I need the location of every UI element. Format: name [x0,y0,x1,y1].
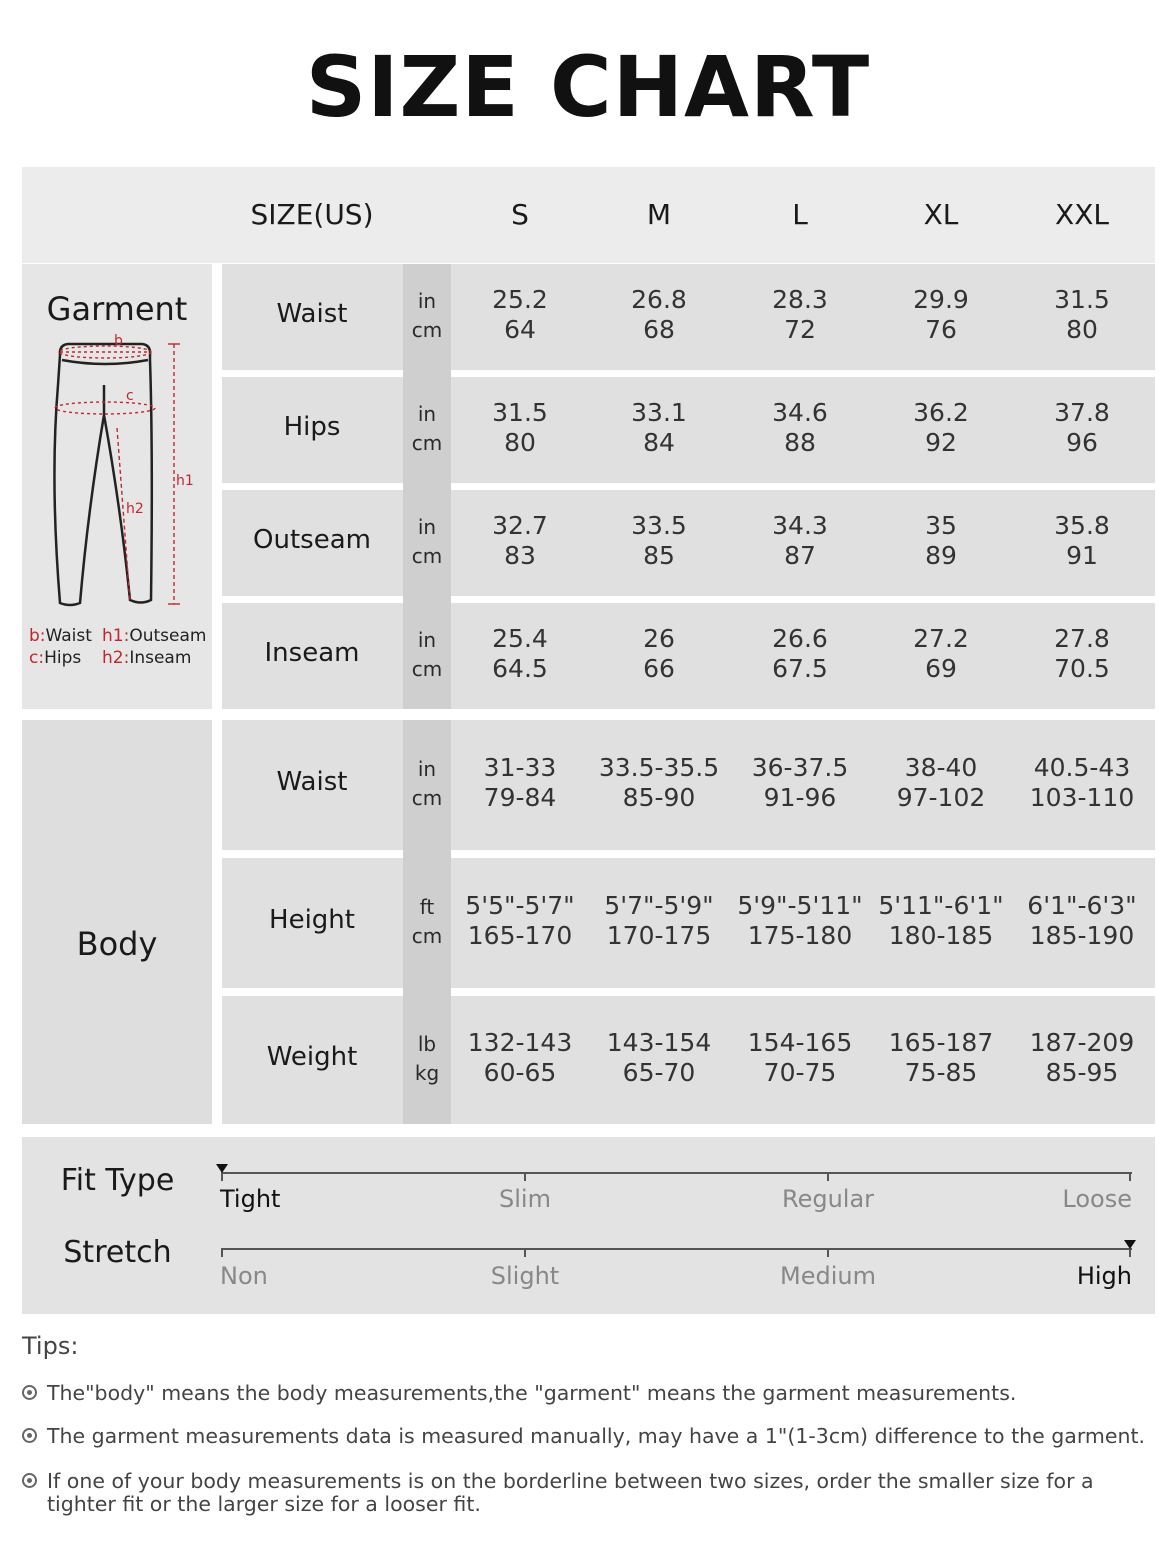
garment-value-primary: 34.3 [772,511,828,540]
body-value-primary: 38-40 [904,753,978,782]
garment-row-name: Hips [283,412,341,442]
garment-unit-primary: in [417,628,437,652]
body-value-primary: 36-37.5 [751,753,849,782]
bullet-icon [22,1473,37,1488]
body-value-secondary: 175-180 [747,921,853,950]
selected-marker-icon [216,1164,228,1173]
fit-type-scale-line [222,1172,1132,1174]
garment-value-primary: 31.5 [1054,285,1110,314]
body-unit-primary: ft [419,895,435,919]
garment-row-name: Outseam [253,525,371,555]
body-value-secondary: 65-70 [622,1058,696,1087]
garment-value-primary: 26.6 [772,624,828,653]
garment-value-secondary: 85 [643,541,675,570]
garment-value-secondary: 68 [643,315,675,344]
body-value-secondary: 70-75 [763,1058,837,1087]
fit-type-option: Tight [220,1185,281,1213]
garment-value-primary: 32.7 [492,511,548,540]
body-unit-primary: lb [417,1032,437,1056]
garment-value-secondary: 69 [925,654,957,683]
fit-type-option: Slim [499,1185,551,1213]
stretch-option: Medium [780,1262,876,1290]
diagram-label-h2: h2 [126,501,144,517]
size-xxl-header: XXL [1055,198,1109,231]
tips-heading: Tips: [22,1332,79,1360]
body-unit-primary: in [417,757,437,781]
garment-value-secondary: 64.5 [492,654,548,683]
diagram-label-h1: h1 [176,473,194,489]
scale-tick [827,1172,829,1181]
garment-value-secondary: 66 [643,654,675,683]
garment-value-primary: 33.5 [631,511,687,540]
body-value-primary: 40.5-43 [1033,753,1131,782]
garment-value-primary: 25.2 [492,285,548,314]
body-value-secondary: 91-96 [763,783,837,812]
legend-h2: h2:Inseam [102,648,192,668]
garment-value-primary: 26.8 [631,285,687,314]
body-value-primary: 6'1"-6'3" [1027,891,1137,920]
garment-unit-secondary: cm [411,431,443,455]
garment-unit-primary: in [417,289,437,313]
garment-value-secondary: 87 [784,541,816,570]
body-value-primary: 132-143 [467,1028,573,1057]
garment-value-primary: 28.3 [772,285,828,314]
body-row-name: Height [269,905,355,935]
scale-tick [827,1248,829,1257]
body-value-primary: 165-187 [888,1028,994,1057]
body-value-secondary: 79-84 [483,783,557,812]
garment-value-secondary: 80 [504,428,536,457]
bullet-icon [22,1428,37,1443]
body-value-secondary: 85-95 [1045,1058,1119,1087]
garment-value-primary: 26 [643,624,675,653]
legend-c: c:Hips [29,648,82,668]
stretch-option: High [1076,1262,1132,1290]
garment-value-primary: 27.2 [913,624,969,653]
garment-unit-secondary: cm [411,657,443,681]
fit-type-option: Regular [781,1185,875,1213]
garment-value-secondary: 92 [925,428,957,457]
garment-value-secondary: 83 [504,541,536,570]
garment-value-primary: 36.2 [913,398,969,427]
body-row-name: Weight [266,1042,358,1072]
body-value-secondary: 170-175 [606,921,712,950]
body-panel [22,720,212,1124]
garment-value-secondary: 91 [1066,541,1098,570]
diagram-label-b: b [114,333,123,349]
body-value-primary: 5'7"-5'9" [604,891,714,920]
garment-label: Garment [46,290,188,328]
stretch-scale-line [222,1248,1132,1250]
garment-row-name: Inseam [264,638,360,668]
scale-tick [524,1248,526,1257]
garment-unit-secondary: cm [411,318,443,342]
legend-h1: h1:Outseam [102,626,207,646]
garment-value-secondary: 72 [784,315,816,344]
garment-value-secondary: 84 [643,428,675,457]
body-value-primary: 33.5-35.5 [598,753,720,782]
body-unit-secondary: cm [411,786,443,810]
garment-unit-primary: in [417,515,437,539]
garment-value-secondary: 89 [925,541,957,570]
fit-type-label: Fit Type [60,1163,175,1198]
body-value-secondary: 180-185 [888,921,994,950]
garment-value-primary: 29.9 [913,285,969,314]
body-value-primary: 5'9"-5'11" [737,891,863,920]
fit-type-option: Loose [1062,1185,1132,1213]
tip-item: If one of your body measurements is on the borderline between two sizes, order the smaller size for a tighter fit or the larger size for a looser fit. [22,1470,1162,1516]
scale-tick [221,1248,223,1257]
garment-row-name: Waist [276,299,348,329]
size-xl-header: XL [923,198,959,231]
body-label: Body [76,925,158,963]
stretch-label: Stretch [63,1235,172,1270]
body-value-secondary: 60-65 [483,1058,557,1087]
scale-tick [1129,1172,1131,1181]
body-value-primary: 5'5"-5'7" [465,891,575,920]
selected-marker-icon [1124,1240,1136,1249]
garment-value-secondary: 64 [504,315,536,344]
garment-value-secondary: 96 [1066,428,1098,457]
body-row-name: Waist [276,767,348,797]
bullet-icon [22,1385,37,1400]
garment-value-primary: 33.1 [631,398,687,427]
body-value-secondary: 103-110 [1029,783,1135,812]
garment-unit-secondary: cm [411,544,443,568]
garment-value-primary: 31.5 [492,398,548,427]
garment-value-primary: 35.8 [1054,511,1110,540]
page-title: SIZE CHART [305,38,871,136]
scale-tick [524,1172,526,1181]
body-unit-secondary: cm [411,924,443,948]
garment-value-primary: 27.8 [1054,624,1110,653]
body-value-primary: 5'11"-6'1" [878,891,1004,920]
size-header-row [22,167,1155,263]
scale-tick [221,1172,223,1181]
garment-value-primary: 25.4 [492,624,548,653]
pants-outline-icon [54,344,151,605]
garment-value-secondary: 67.5 [772,654,828,683]
garment-value-primary: 34.6 [772,398,828,427]
tip-item: The"body" means the body measurements,the "garment" means the garment measurements. [22,1382,1162,1405]
garment-value-secondary: 88 [784,428,816,457]
size-s-header: S [511,198,529,231]
stretch-option: Non [220,1262,268,1290]
size-us-label: SIZE(US) [250,198,374,231]
garment-value-primary: 37.8 [1054,398,1110,427]
tip-item: The garment measurements data is measured manually, may have a 1"(1-3cm) difference to the garment. [22,1425,1162,1448]
body-value-primary: 143-154 [606,1028,712,1057]
garment-unit-primary: in [417,402,437,426]
garment-value-secondary: 76 [925,315,957,344]
garment-value-primary: 35 [925,511,957,540]
body-value-secondary: 97-102 [896,783,986,812]
scale-tick [1129,1248,1131,1257]
garment-value-secondary: 70.5 [1054,654,1110,683]
body-value-secondary: 75-85 [904,1058,978,1087]
body-value-secondary: 185-190 [1029,921,1135,950]
legend-b: b:Waist [29,626,92,646]
size-l-header: L [792,198,808,231]
body-value-primary: 187-209 [1029,1028,1135,1057]
stretch-option: Slight [490,1262,560,1290]
body-value-primary: 154-165 [747,1028,853,1057]
pants-diagram [40,330,200,615]
body-unit-secondary: kg [414,1061,440,1085]
diagram-label-c: c [126,388,134,404]
body-value-secondary: 165-170 [467,921,573,950]
garment-value-secondary: 80 [1066,315,1098,344]
size-m-header: M [646,198,672,231]
body-value-secondary: 85-90 [622,783,696,812]
body-value-primary: 31-33 [483,753,557,782]
